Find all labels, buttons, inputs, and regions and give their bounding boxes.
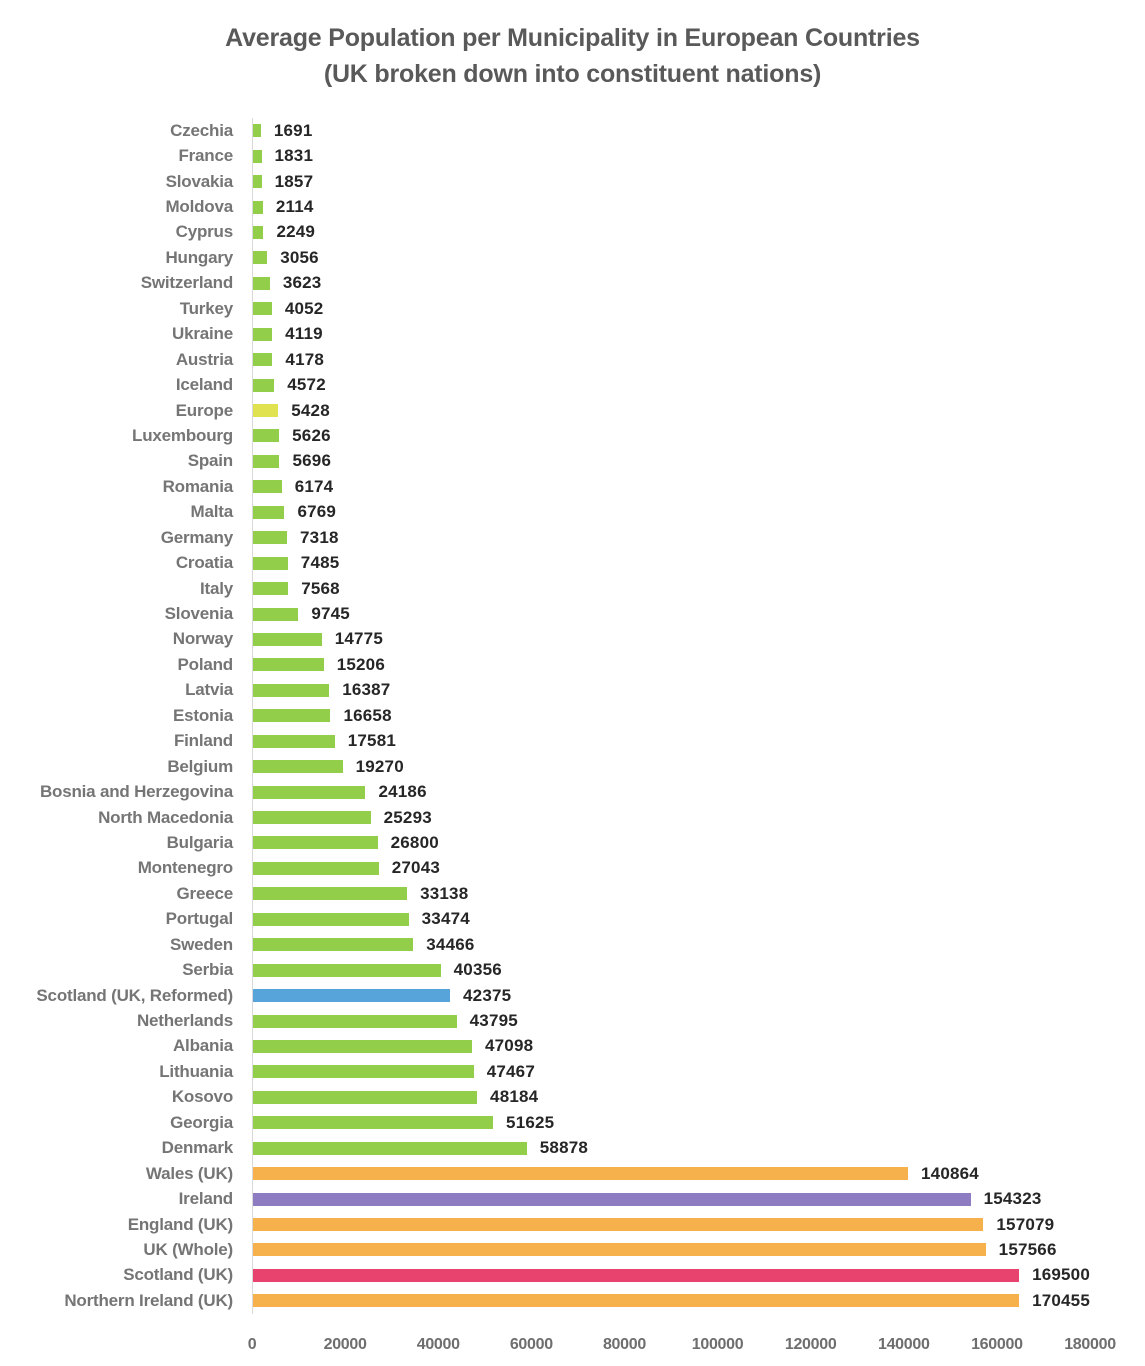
category-label: Serbia [182,960,233,980]
value-label: 15206 [336,654,385,674]
bar-row [0,194,1145,219]
category-label: Austria [175,349,233,369]
value-label: 42375 [463,985,512,1005]
category-label: Greece [176,883,233,903]
value-label: 169500 [1032,1265,1090,1285]
category-label: Slovenia [164,604,233,624]
category-label: Bosnia and Herzegovina [39,782,233,802]
bar [253,429,279,442]
category-label: Sweden [169,934,233,954]
category-label: Lithuania [159,1061,233,1081]
bar [253,938,413,951]
bar-row [0,474,1145,499]
bar-row [0,220,1145,245]
value-label: 48184 [490,1087,539,1107]
value-label: 51625 [506,1112,555,1132]
bar-zone [252,830,1090,855]
bar-row [0,856,1145,881]
category-label: Germany [160,527,233,547]
bar-zone [252,372,1090,397]
bar-zone [252,1263,1090,1288]
bar-row [0,271,1145,296]
bar-zone [252,1110,1090,1135]
bar-zone [252,1237,1090,1262]
bar [253,735,335,748]
bar-zone [252,347,1090,372]
category-label: Albania [172,1036,233,1056]
bar-row [0,932,1145,957]
bar-zone [252,169,1090,194]
category-label: Croatia [175,553,233,573]
bar [253,1091,477,1104]
x-axis-tick-label: 140000 [877,1335,930,1353]
bar-zone [252,907,1090,932]
bar-zone [252,525,1090,550]
bar-zone [252,118,1090,143]
bar-row [0,779,1145,804]
x-axis-tick-label: 20000 [323,1335,367,1353]
bar-zone [252,550,1090,575]
category-label: Hungary [165,247,233,267]
x-axis [0,1328,1145,1366]
bar [253,684,329,697]
bar [253,1269,1019,1282]
value-label: 5626 [292,425,331,445]
bar [253,226,263,239]
bar-zone [252,1212,1090,1237]
bar-row [0,1263,1145,1288]
bar-row [0,1288,1145,1313]
bar [253,150,262,163]
bar [253,531,287,544]
category-label: Poland [177,654,233,674]
value-label: 17581 [347,731,397,751]
value-label: 14775 [334,629,383,649]
bar-row [0,830,1145,855]
bar [253,633,322,646]
bar [253,1294,1019,1307]
value-label: 43795 [469,1011,518,1031]
bar-row [0,983,1145,1008]
bar-zone [252,729,1090,754]
bar-row [0,957,1145,982]
value-label: 27043 [391,858,441,878]
value-label: 26800 [390,832,439,852]
category-label: Malta [190,502,233,522]
category-label: Belgium [167,756,233,776]
bar [253,404,278,417]
bar-row [0,322,1145,347]
bar-row [0,245,1145,270]
bar [253,353,272,366]
bar-row [0,118,1145,143]
bar-row [0,601,1145,626]
bar [253,887,407,900]
category-label: Slovakia [165,171,233,191]
value-label: 5428 [291,400,330,420]
value-label: 4572 [287,375,326,395]
bar-row [0,449,1145,474]
bar-row [0,423,1145,448]
category-label: Wales (UK) [145,1163,233,1183]
category-label: Scotland (UK, Reformed) [36,985,233,1005]
bar [253,557,288,570]
bar [253,506,284,519]
value-label: 5696 [292,451,332,471]
bar-zone [252,957,1090,982]
value-label: 7485 [300,553,340,573]
value-label: 6769 [297,502,337,522]
x-axis-tick-label: 100000 [691,1335,744,1353]
x-axis-tick-label: 80000 [602,1335,646,1353]
value-label: 25293 [383,807,432,827]
category-label: North Macedonia [98,807,233,827]
bar-zone [252,500,1090,525]
bar-zone [252,576,1090,601]
category-label: Estonia [172,705,233,725]
value-label: 1857 [274,171,314,191]
category-label: Spain [187,451,233,471]
value-label: 34466 [426,934,475,954]
bar-zone [252,449,1090,474]
category-label: Portugal [165,909,233,929]
x-axis-tick-label: 180000 [1064,1335,1116,1353]
bar-row [0,652,1145,677]
category-label: Ireland [178,1189,233,1209]
bar-row [0,169,1145,194]
bar-zone [252,932,1090,957]
bar [253,480,282,493]
x-axis-tick-label: 160000 [971,1335,1023,1353]
bar-zone [252,652,1090,677]
bar [253,328,272,341]
category-label: Switzerland [140,273,233,293]
bar-row [0,1008,1145,1033]
bar [253,1116,493,1129]
bar [253,175,262,188]
value-label: 140864 [921,1163,979,1183]
value-label: 1691 [273,120,313,140]
value-label: 3623 [282,273,322,293]
value-label: 40356 [453,960,502,980]
bar-zone [252,220,1090,245]
bar-row [0,1136,1145,1161]
bar-row [0,576,1145,601]
bar-row [0,1212,1145,1237]
bar [253,658,324,671]
category-label: Romania [162,476,233,496]
bar [253,1218,983,1231]
bar-zone [252,398,1090,423]
bar [253,379,274,392]
value-label: 157566 [998,1239,1057,1259]
bar-zone [252,983,1090,1008]
bar-zone [252,856,1090,881]
bar [253,251,267,264]
bar-zone [252,143,1090,168]
bar-zone [252,1186,1090,1211]
category-label: Scotland (UK) [123,1265,233,1285]
bar-zone [252,627,1090,652]
bar-zone [252,322,1090,347]
bar [253,1142,527,1155]
bar [253,302,272,315]
bar [253,964,441,977]
bar-row [0,729,1145,754]
bar-zone [252,754,1090,779]
category-label: Norway [172,629,233,649]
bar-row [0,1186,1145,1211]
bar-zone [252,474,1090,499]
category-label: Cyprus [175,222,233,242]
bar [253,760,343,773]
bar-zone [252,194,1090,219]
category-label: Iceland [175,375,233,395]
bar-zone [252,805,1090,830]
bar [253,836,378,849]
bar [253,1193,971,1206]
bar-row [0,1034,1145,1059]
bar-row [0,143,1145,168]
bar-row [0,296,1145,321]
category-label: France [178,146,233,166]
value-label: 4178 [285,349,325,369]
bar [253,913,409,926]
bar-row [0,372,1145,397]
category-label: Ukraine [172,324,233,344]
bar-zone [252,1161,1090,1186]
value-label: 33474 [421,909,470,929]
bar-zone [252,1136,1090,1161]
bar-zone [252,779,1090,804]
category-label: Latvia [185,680,233,700]
bar-zone [252,678,1090,703]
bar-zone [252,423,1090,448]
bar-zone [252,296,1090,321]
bar-row [0,1059,1145,1084]
bar-row [0,907,1145,932]
category-label: Northern Ireland (UK) [64,1290,233,1310]
bar-zone [252,271,1090,296]
bar-row [0,881,1145,906]
bar-row [0,1085,1145,1110]
bar [253,811,371,824]
category-label: Luxembourg [132,425,233,445]
bar-row [0,1110,1145,1135]
bar-row [0,703,1145,728]
bar-zone [252,1085,1090,1110]
value-label: 7568 [301,578,340,598]
value-label: 16658 [343,705,392,725]
bar-zone [252,1008,1090,1033]
category-label: Europe [175,400,233,420]
bar-row [0,754,1145,779]
category-label: Denmark [161,1138,233,1158]
bar [253,1243,986,1256]
bar-row [0,1161,1145,1186]
category-label: Finland [173,731,233,751]
category-label: England (UK) [127,1214,233,1234]
value-label: 157079 [996,1214,1055,1234]
value-label: 2249 [276,222,316,242]
value-label: 4052 [284,298,324,318]
bar-row [0,678,1145,703]
category-label: Georgia [170,1112,233,1132]
value-label: 58878 [539,1138,589,1158]
bar-row [0,550,1145,575]
category-label: UK (Whole) [143,1239,233,1259]
bar-zone [252,703,1090,728]
bar-row [0,500,1145,525]
x-axis-tick-label: 120000 [784,1335,837,1353]
value-label: 170455 [1032,1290,1090,1310]
bar [253,124,261,137]
bar [253,709,330,722]
value-label: 47467 [486,1061,535,1081]
bar-row [0,398,1145,423]
category-label: Turkey [179,298,233,318]
bar-zone [252,1059,1090,1084]
bar [253,582,288,595]
value-label: 24186 [378,782,427,802]
x-axis-tick-label: 60000 [509,1335,553,1353]
bar-zone [252,245,1090,270]
value-label: 1831 [274,146,314,166]
x-axis-tick-label: 0 [247,1335,257,1353]
chart-title [0,0,1145,92]
bar [253,989,450,1002]
value-label: 33138 [420,883,469,903]
value-label: 16387 [342,680,391,700]
bar-rows [0,118,1145,1314]
category-label: Bulgaria [166,832,233,852]
value-label: 2114 [275,197,314,217]
bar-zone [252,601,1090,626]
x-axis-tick-label: 40000 [416,1335,460,1353]
bar-chart [0,118,1145,1366]
chart-title-line2: (UK broken down into constituent nations) [323,60,822,88]
value-label: 47098 [485,1036,534,1056]
bar [253,277,270,290]
bar [253,608,298,621]
category-label: Kosovo [171,1087,233,1107]
bar [253,1040,472,1053]
value-label: 9745 [311,604,350,624]
bar-zone [252,881,1090,906]
value-label: 4119 [285,324,323,344]
bar-row [0,1237,1145,1262]
bar-row [0,805,1145,830]
category-label: Italy [199,578,233,598]
bar [253,1065,474,1078]
bar-row [0,525,1145,550]
value-label: 154323 [983,1189,1042,1209]
bar [253,786,365,799]
bar-row [0,347,1145,372]
value-label: 6174 [294,476,334,496]
value-label: 3056 [280,247,319,267]
category-label: Czechia [170,120,233,140]
bar-zone [252,1034,1090,1059]
chart-title-line1: Average Population per Municipality in European Countries [225,24,920,52]
bar [253,862,379,875]
category-label: Montenegro [137,858,233,878]
bar [253,1167,908,1180]
category-label: Moldova [165,197,233,217]
bar [253,455,279,468]
bar [253,201,263,214]
category-label: Netherlands [136,1011,233,1031]
value-label: 7318 [300,527,339,547]
bar-zone [252,1288,1090,1313]
value-label: 19270 [355,756,404,776]
bar [253,1015,457,1028]
bar-row [0,627,1145,652]
